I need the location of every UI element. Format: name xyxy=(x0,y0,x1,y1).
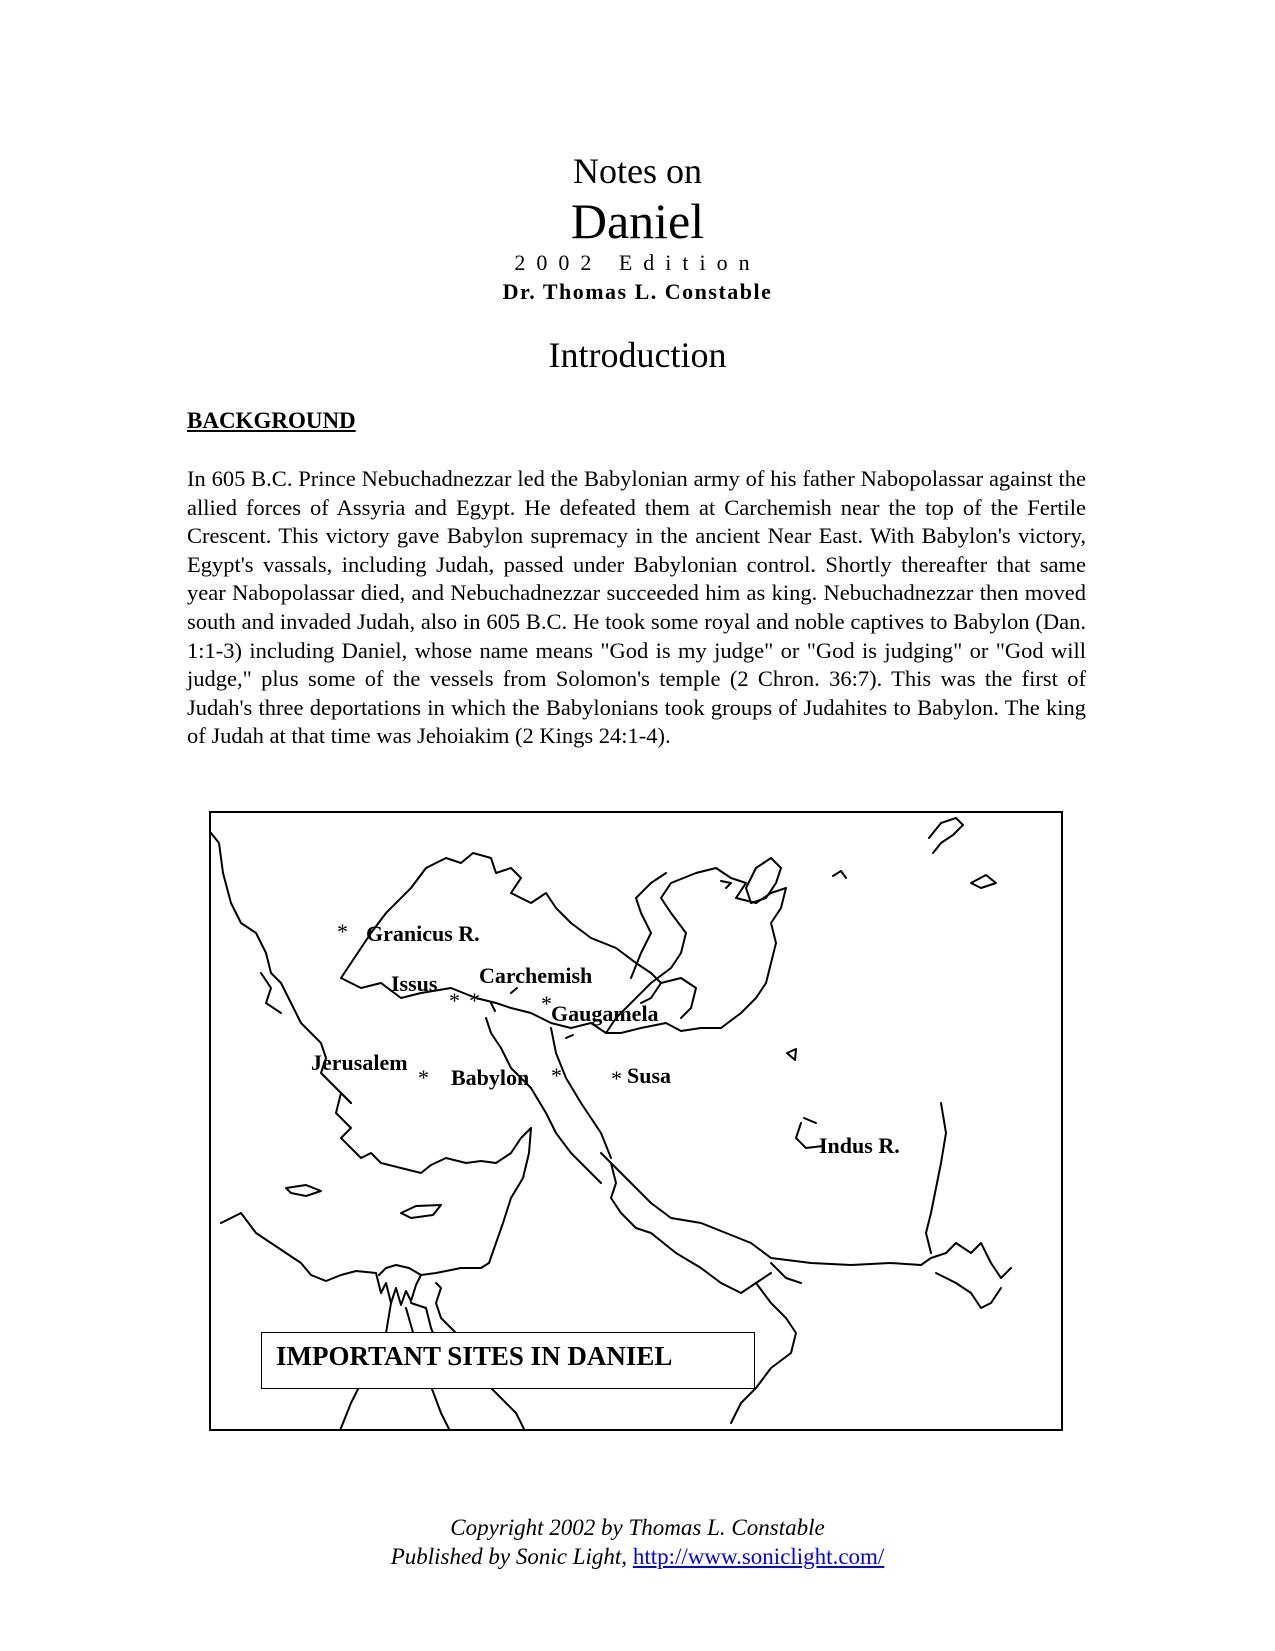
carchemish-marker: * xyxy=(469,988,480,1013)
website-link[interactable]: http://www.soniclight.com/ xyxy=(632,1544,885,1569)
section-title: Introduction xyxy=(548,335,727,375)
footer-publisher xyxy=(0,1544,1275,1570)
susa-marker: * xyxy=(611,1066,622,1091)
granicus-marker: * xyxy=(337,919,348,944)
site-susa: Susa xyxy=(627,1063,672,1088)
footer-copyright: Copyright 2002 by Thomas L. Constable xyxy=(450,1515,825,1540)
persian-gulf-south xyxy=(611,1163,771,1293)
cyprus xyxy=(401,1205,441,1218)
iran-coast xyxy=(771,1243,1011,1278)
site-carchemish: Carchemish xyxy=(479,963,593,988)
site-granicus: Granicus R. xyxy=(366,921,480,946)
indus-river xyxy=(926,1103,946,1253)
balkan-coast xyxy=(211,833,311,1033)
notes-on-label: Notes on xyxy=(573,151,702,191)
babylon-marker: * xyxy=(551,1063,562,1088)
background-heading: BACKGROUND xyxy=(187,408,356,433)
background-paragraph: In 605 B.C. Prince Nebuchadnezzar led the Babylonian army of his father Nabopolassar against the allied forces of Assyria and Egypt. He defeated them at Carchemish near the top of the Fertile Crescent. This victory gave Babylon supremacy in the ancient Near East. With Babylon's victory, Egypt's vassals, including Judah, passed under Babylonian control. Shortly thereafter that same year Nabopolassar died, and Nebuchadnezzar succeeded him as king. Nebuchadnezzar then moved south and invaded Judah, also in 605 B.C. He took some royal and noble captives to Babylon (Dan. 1:1-3) including Daniel, whose name means "God is my judge" or "God is judging" or "God will judge," plus some of the vessels from Solomon's temple (2 Chron. 36:7). This was the first of Judah's three deportations in which the Babylonians took groups of Judahites to Babylon. The king of Judah at that time was Jehoiakim (2 Kings 24:1-4). xyxy=(187,466,1086,749)
site-jerusalem: Jerusalem xyxy=(311,1050,408,1075)
site-babylon: Babylon xyxy=(451,1065,530,1090)
site-gaugamela: Gaugamela xyxy=(551,1001,659,1026)
crete xyxy=(286,1185,321,1196)
publisher-label: Published by Sonic Light, xyxy=(390,1544,633,1569)
aral-sea xyxy=(746,858,781,903)
levant-coast xyxy=(489,1128,531,1263)
sites-map xyxy=(209,811,1063,1431)
edition-label: 2002 Edition xyxy=(514,250,761,275)
jerusalem-marker: * xyxy=(418,1065,429,1090)
nile-delta xyxy=(376,1273,421,1305)
persian-gulf-north xyxy=(601,1153,771,1258)
author-name: Dr. Thomas L. Constable xyxy=(502,279,773,304)
lake-balkhash xyxy=(929,818,963,853)
issus-marker: * xyxy=(449,988,460,1013)
africa-coast xyxy=(221,1213,376,1281)
site-issus: Issus xyxy=(391,971,438,996)
site-indus: Indus R. xyxy=(819,1133,900,1158)
map-legend: IMPORTANT SITES IN DANIEL xyxy=(261,1332,755,1389)
book-title: Daniel xyxy=(570,193,705,249)
gaugamela-marker: * xyxy=(541,991,552,1016)
